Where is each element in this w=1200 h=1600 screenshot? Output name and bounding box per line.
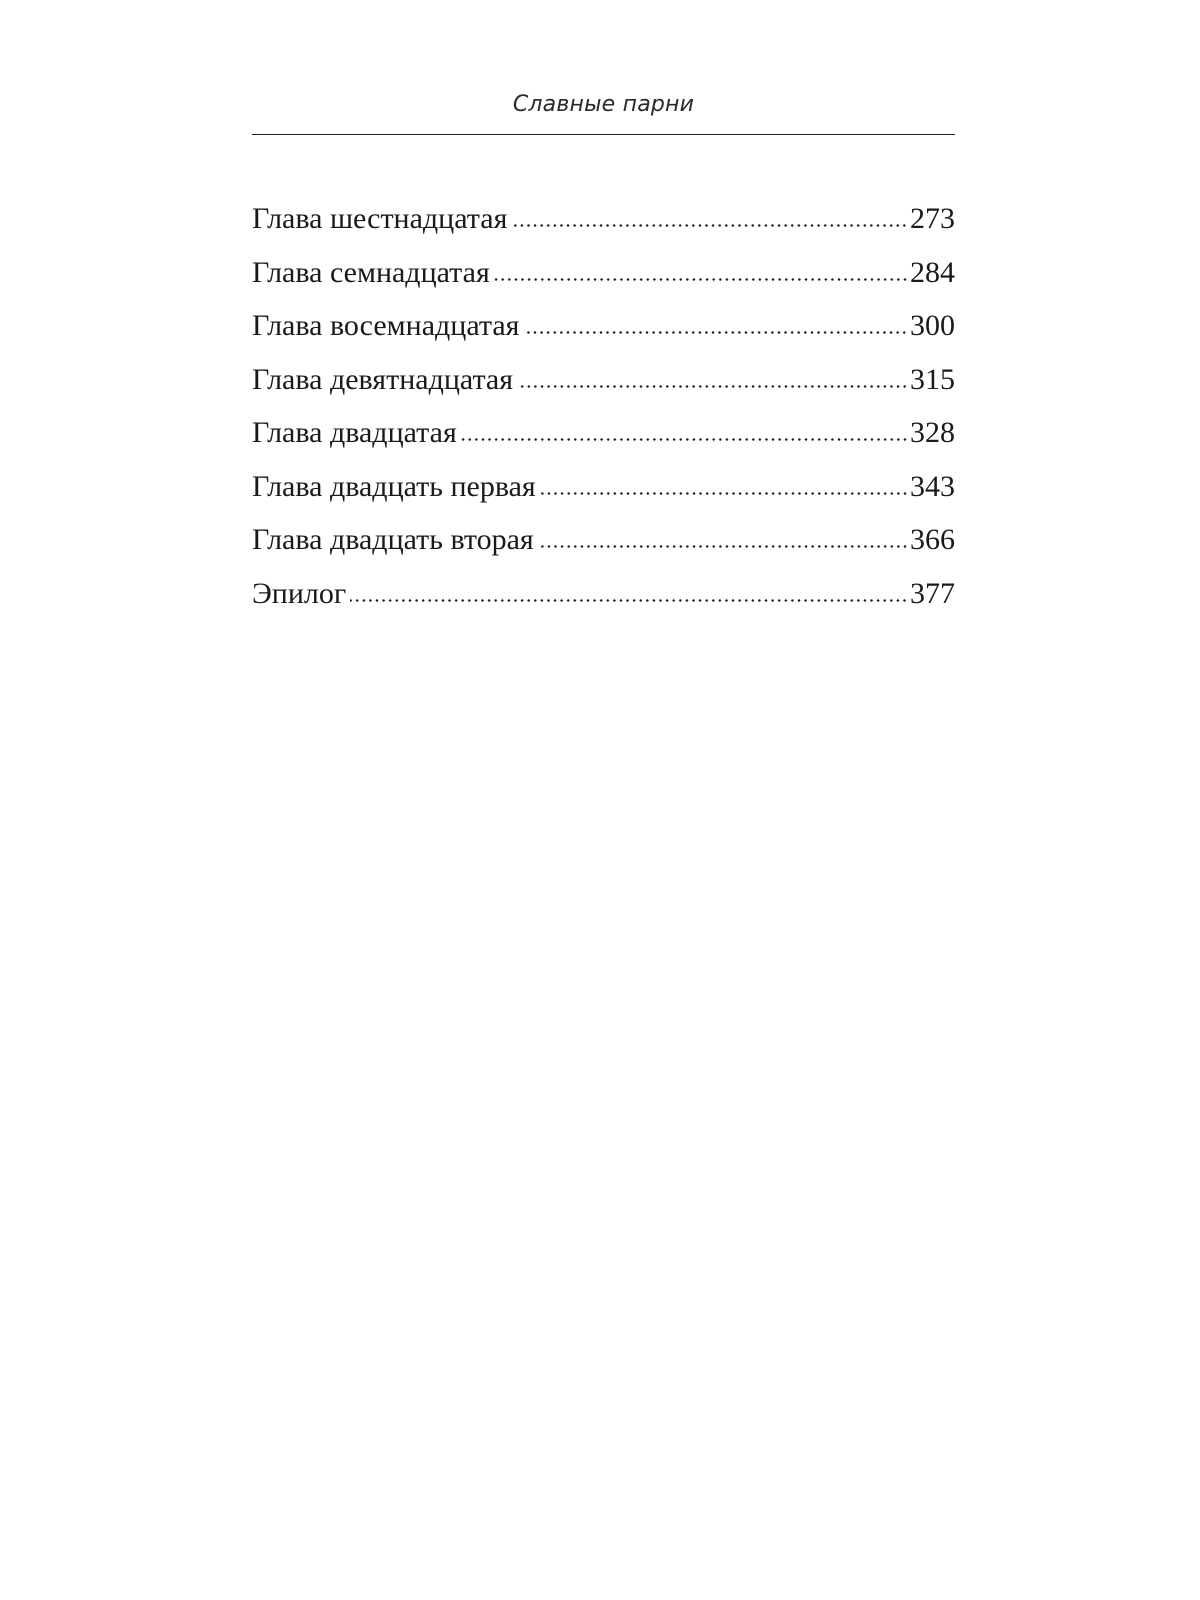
toc-entry-title: Глава двадцатая [252,416,457,449]
toc-entry [252,362,955,416]
toc-entry-title: Глава семнадцатая [252,255,490,289]
toc-entry [252,201,955,255]
toc-entry-title: Глава двадцать вторая [252,523,534,556]
dot-leader [461,422,908,442]
running-head: Славные парни [512,92,695,117]
toc-entry-page: 273 [910,202,955,235]
toc-entry [252,415,955,469]
toc-entry [252,522,955,576]
table-of-contents [252,201,955,629]
header-rule [252,134,955,135]
toc-entry [252,255,955,309]
dot-leader [538,529,908,549]
toc-entry-title: Глава девятнадцатая [252,362,514,396]
toc-entry-page: 328 [910,416,955,449]
dot-leader [540,476,908,496]
dot-leader [494,262,908,282]
dot-leader [350,583,908,603]
toc-entry-page: 366 [910,523,955,556]
dot-leader [523,315,908,335]
toc-entry-title: Эпилог [252,576,347,610]
toc-entry [252,308,955,362]
toc-entry-page: 315 [910,362,955,396]
toc-entry-page: 343 [910,469,955,503]
toc-entry-title: Глава двадцать первая [252,469,536,503]
dot-leader [517,369,908,389]
toc-entry-page: 377 [910,576,955,610]
toc-entry-title: Глава шестнадцатая [252,202,508,235]
dot-leader [511,208,908,228]
toc-entry [252,469,955,523]
toc-entry [252,576,955,630]
toc-entry-title: Глава восемнадцатая [252,309,520,342]
toc-entry-page: 284 [910,255,955,289]
toc-entry-page: 300 [910,309,955,342]
